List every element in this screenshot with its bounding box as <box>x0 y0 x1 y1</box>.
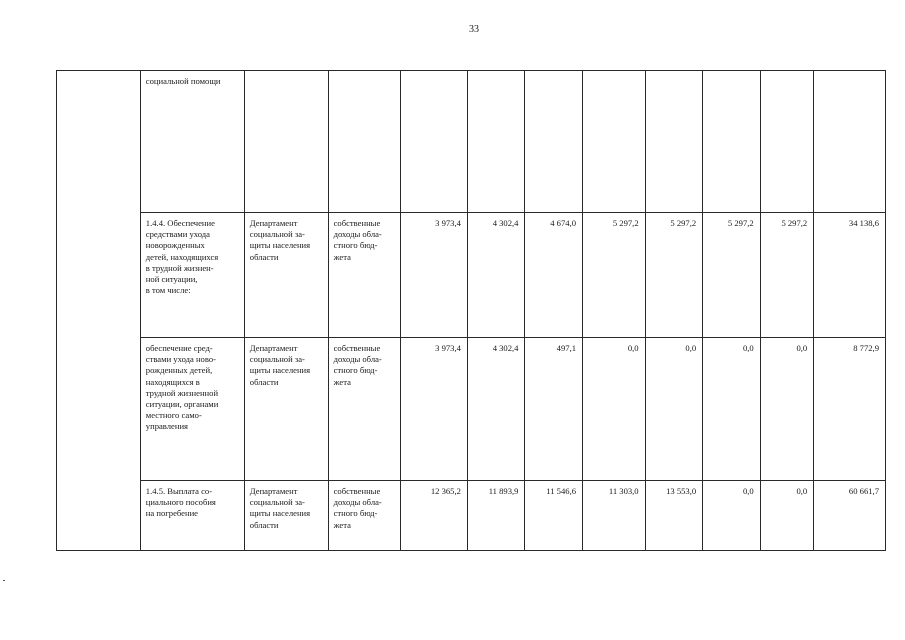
total-value-cell <box>814 213 886 338</box>
funding-source-cell-text: собственные доходы обла- стного бюд- жета <box>333 486 382 530</box>
year-value-cell <box>467 481 525 551</box>
year-value-cell <box>760 71 814 213</box>
table-row <box>57 481 886 551</box>
event-name-cell <box>140 213 244 338</box>
year-value-cell <box>703 481 761 551</box>
executor-cell <box>244 71 328 213</box>
year-value-cell-text: 5 297,2 <box>612 218 639 228</box>
page-number: 33 <box>469 24 479 35</box>
year-value-cell <box>401 481 468 551</box>
year-value-cell-text: 0,0 <box>685 343 697 353</box>
year-value-cell-text: 11 546,6 <box>546 486 577 496</box>
scan-speck <box>3 580 5 581</box>
year-value-cell <box>401 71 468 213</box>
funding-source-cell-text: собственные доходы обла- стного бюд- жета <box>333 218 382 262</box>
total-value-cell <box>814 481 886 551</box>
executor-cell-text: Департамент социальной за- щиты населения области <box>249 218 311 262</box>
executor-cell <box>244 481 328 551</box>
year-value-cell <box>760 338 814 481</box>
year-value-cell-text: 12 365,2 <box>430 486 461 496</box>
year-value-cell-text <box>525 71 582 76</box>
executor-cell <box>244 213 328 338</box>
total-value-cell-text: 34 138,6 <box>848 218 879 228</box>
year-value-cell-text: 4 302,4 <box>492 218 519 228</box>
year-value-cell-text: 497,1 <box>556 343 577 353</box>
funding-source-cell <box>328 213 401 338</box>
executor-cell-text: Департамент социальной за- щиты населения области <box>249 486 311 530</box>
year-value-cell <box>401 213 468 338</box>
year-value-cell <box>525 213 583 338</box>
year-value-cell-text <box>401 71 467 76</box>
year-value-cell <box>525 71 583 213</box>
event-name-cell <box>140 481 244 551</box>
funding-source-cell-text <box>329 71 401 76</box>
year-value-cell-text: 11 303,0 <box>608 486 639 496</box>
funding-source-cell <box>328 71 401 213</box>
year-value-cell <box>760 213 814 338</box>
year-value-cell <box>583 213 646 338</box>
year-value-cell-text: 11 893,9 <box>488 486 519 496</box>
year-value-cell <box>583 481 646 551</box>
total-value-cell-text <box>814 71 885 76</box>
year-value-cell-text: 13 553,0 <box>666 486 697 496</box>
year-value-cell <box>760 481 814 551</box>
table-row <box>57 213 886 338</box>
year-value-cell <box>645 213 703 338</box>
year-value-cell-text: 5 297,2 <box>781 218 808 228</box>
year-value-cell-text <box>761 71 814 76</box>
funding-source-cell-text: собственные доходы обла- стного бюд- жета <box>333 343 382 387</box>
year-value-cell-text: 3 973,4 <box>435 218 461 228</box>
event-name-cell <box>140 338 244 481</box>
year-value-cell <box>645 481 703 551</box>
year-value-cell <box>703 213 761 338</box>
year-value-cell-text <box>646 71 703 76</box>
funding-source-cell <box>328 338 401 481</box>
table-row <box>57 71 886 213</box>
year-value-cell-text: 0,0 <box>796 343 808 353</box>
year-value-cell <box>703 71 761 213</box>
year-value-cell-text: 4 674,0 <box>550 218 577 228</box>
year-value-cell-text: 5 297,2 <box>727 218 754 228</box>
total-value-cell-text: 8 772,9 <box>853 343 879 353</box>
event-name-cell-text: обеспечение сред- ствами ухода ново- рожденных детей, находящихся в трудной жизненной ситуации, органами местного само- управления <box>145 343 219 432</box>
event-name-cell-text: социальной помощи <box>145 76 221 86</box>
executor-cell-text: Департамент социальной за- щиты населения области <box>249 343 311 387</box>
year-value-cell-text <box>468 71 525 76</box>
year-value-cell <box>467 213 525 338</box>
funding-source-cell <box>328 481 401 551</box>
year-value-cell <box>525 481 583 551</box>
year-value-cell-text: 5 297,2 <box>670 218 697 228</box>
year-value-cell-text <box>583 71 645 76</box>
event-name-cell <box>140 71 244 213</box>
year-value-cell <box>467 338 525 481</box>
year-value-cell <box>645 71 703 213</box>
year-value-cell-text: 0,0 <box>627 343 639 353</box>
year-value-cell <box>467 71 525 213</box>
event-name-cell-text: 1.4.4. Обеспечение средствами ухода новорожденных детей, находящихся в трудной жизнен- ной ситуации, в том числе: <box>145 218 219 296</box>
table-row <box>57 338 886 481</box>
total-value-cell <box>814 71 886 213</box>
year-value-cell-text: 0,0 <box>742 343 754 353</box>
executor-cell <box>244 338 328 481</box>
year-value-cell-text: 3 973,4 <box>435 343 461 353</box>
total-value-cell-text: 60 661,7 <box>848 486 879 496</box>
event-name-cell-text: 1.4.5. Выплата со- циального пособия на погребение <box>145 486 216 519</box>
total-value-cell <box>814 338 886 481</box>
year-value-cell-text: 0,0 <box>796 486 808 496</box>
year-value-cell <box>583 71 646 213</box>
year-value-cell <box>525 338 583 481</box>
index-column-cell <box>57 71 141 551</box>
year-value-cell-text: 0,0 <box>742 486 754 496</box>
year-value-cell <box>583 338 646 481</box>
year-value-cell <box>401 338 468 481</box>
year-value-cell <box>703 338 761 481</box>
year-value-cell-text: 4 302,4 <box>492 343 519 353</box>
executor-cell-text <box>245 71 328 76</box>
year-value-cell <box>645 338 703 481</box>
budget-table <box>56 70 886 551</box>
year-value-cell-text <box>703 71 760 76</box>
